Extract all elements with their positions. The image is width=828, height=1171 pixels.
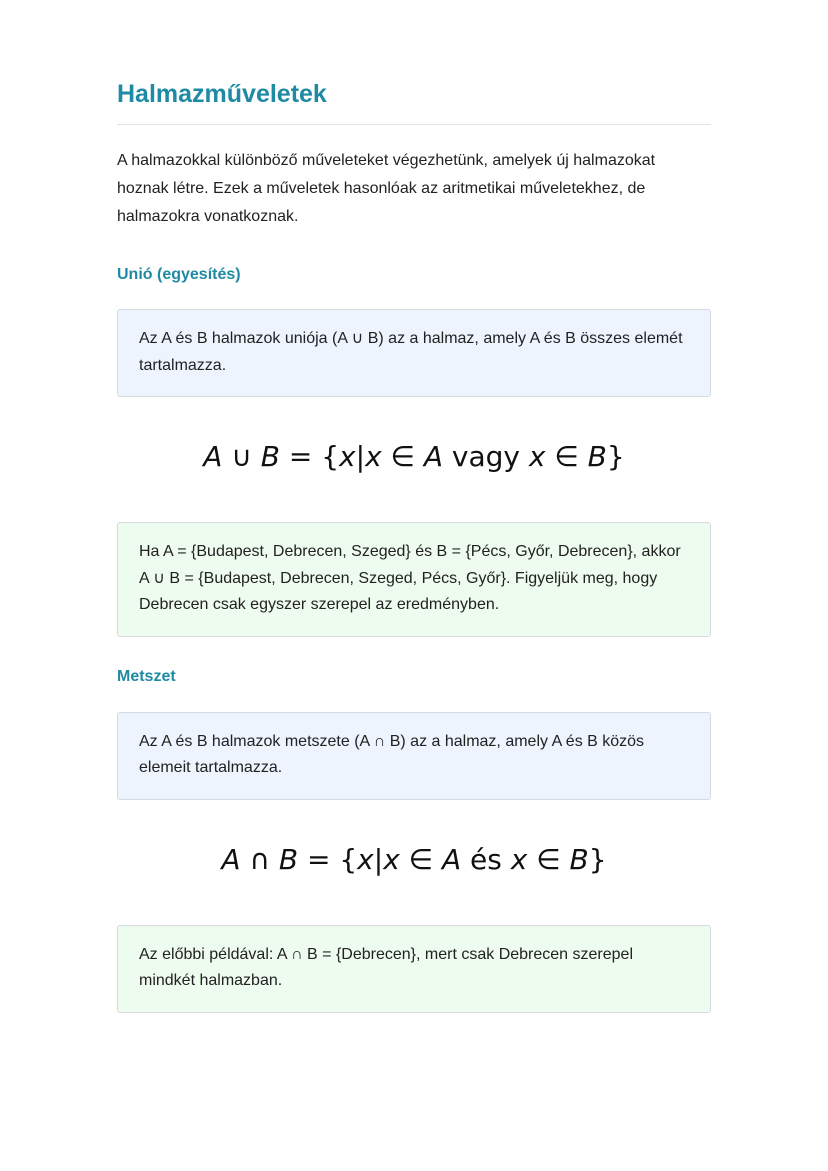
intersection-definition-text: Az A és B halmazok metszete (A ∩ B) az a halmaz, amely A és B közös elemeit tartalmazza. — [139, 732, 645, 776]
formula-var: A — [203, 440, 223, 473]
formula-var: B — [278, 842, 299, 876]
union-example-text: Ha A = {Budapest, Debrecen, Szeged} és B = {Pécs, Győr, Debrecen}, akkor A ∪ B = {Budapest, Debrecen, Szeged, Pécs, Győr}. Figyeljük meg, hogy Debrecen csak egyszer szerepel az eredményben. — [139, 543, 681, 613]
formula-op: ∩ — [240, 842, 279, 876]
formula-op: = { — [298, 842, 358, 876]
formula-op: | — [355, 440, 366, 473]
formula-var: x — [383, 842, 400, 876]
union-example-box — [117, 522, 711, 637]
intersection-definition-box — [117, 712, 711, 800]
formula-var: B — [569, 842, 589, 876]
formula-word: és — [461, 842, 511, 876]
intersection-example-box — [117, 925, 711, 1013]
union-formula — [117, 439, 711, 475]
formula-op: ∈ — [527, 842, 570, 876]
formula-op: } — [588, 842, 607, 876]
formula-word: vagy — [443, 440, 529, 473]
union-heading: Unió (egyesítés) — [117, 266, 241, 283]
formula-var: A — [441, 842, 462, 876]
union-definition-box — [117, 309, 711, 397]
formula-op: } — [606, 440, 625, 473]
formula-var: x — [365, 440, 382, 473]
intersection-example-text: Az előbbi példával: A ∩ B = {Debrecen}, mert csak Debrecen szerepel mindkét halmazban. — [139, 945, 633, 989]
formula-var: B — [587, 440, 607, 473]
formula-op: = { — [279, 440, 340, 473]
formula-var: A — [221, 842, 241, 876]
intersection-formula — [117, 842, 711, 878]
formula-op: ∈ — [399, 842, 442, 876]
formula-var: x — [528, 440, 546, 473]
union-definition-text: Az A és B halmazok uniója (A ∪ B) az a halmaz, amely A és B összes elemét tartalmazza. — [139, 330, 683, 374]
formula-var: x — [339, 440, 356, 473]
formula-op: ∪ — [222, 440, 261, 473]
page-title: Halmazműveletek — [117, 78, 711, 125]
formula-var: A — [423, 440, 443, 473]
intro-paragraph: A halmazokkal különböző műveleteket végezhetünk, amelyek új halmazokat hoznak létre. Ezek a műveletek hasonlóak az aritmetikai műveletekhez, de halmazokra vonatkoznak. — [117, 152, 656, 225]
formula-op: ∈ — [545, 440, 588, 473]
intersection-heading: Metszet — [117, 667, 176, 685]
formula-var: x — [510, 842, 528, 876]
formula-var: x — [357, 842, 374, 876]
formula-op: | — [373, 842, 384, 876]
formula-var: B — [260, 440, 280, 473]
formula-op: ∈ — [381, 440, 424, 473]
